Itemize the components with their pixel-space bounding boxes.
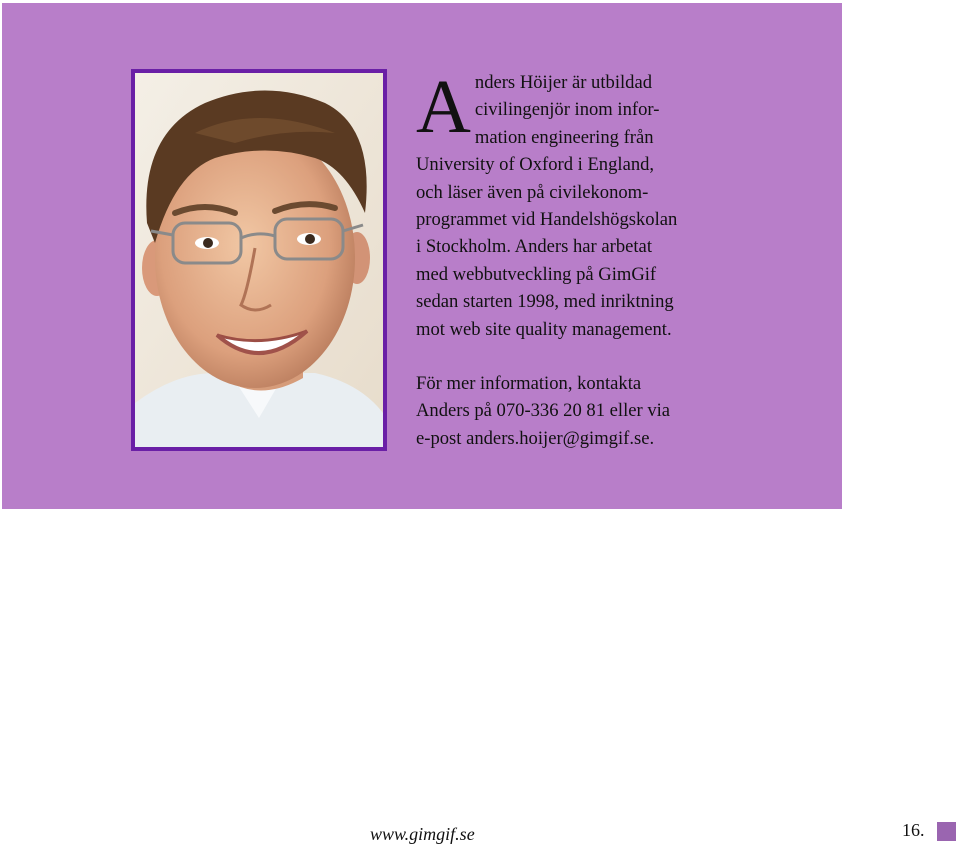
contact-line-2: Anders på 070-336 20 81 eller via <box>416 400 671 422</box>
bio-line-6: programmet vid Handelshögskolan <box>416 209 678 231</box>
bio-line-2: civilingenjör inom infor- <box>474 99 660 121</box>
bio-line-9: sedan starten 1998, med inriktning <box>416 291 674 313</box>
contact-paragraph <box>416 370 836 452</box>
page-number: 16. <box>902 820 925 840</box>
bio-paragraph <box>416 65 836 343</box>
drop-cap: A <box>416 65 471 149</box>
contact-line-1: För mer information, kontakta <box>416 373 642 395</box>
bio-panel <box>2 3 842 509</box>
bio-line-1: nders Höijer är utbildad <box>474 72 652 93</box>
contact-line-3: e-post anders.hoijer@gimgif.se. <box>416 427 655 449</box>
bio-line-3: mation engineering från <box>474 126 654 148</box>
footer-url[interactable]: www.gimgif.se <box>370 824 475 844</box>
bio-line-8: med webbutveckling på GimGif <box>416 263 657 285</box>
portrait-photo <box>131 69 387 451</box>
portrait-illustration <box>135 73 383 447</box>
bio-text <box>416 65 836 452</box>
bio-line-10: mot web site quality management. <box>416 318 672 340</box>
page-marker-square <box>937 822 956 841</box>
bio-line-5: och läser även på civilekonom- <box>416 181 649 203</box>
bio-line-7: i Stockholm. Anders har arbetat <box>416 236 652 258</box>
bio-line-4: University of Oxford i England, <box>416 154 655 176</box>
